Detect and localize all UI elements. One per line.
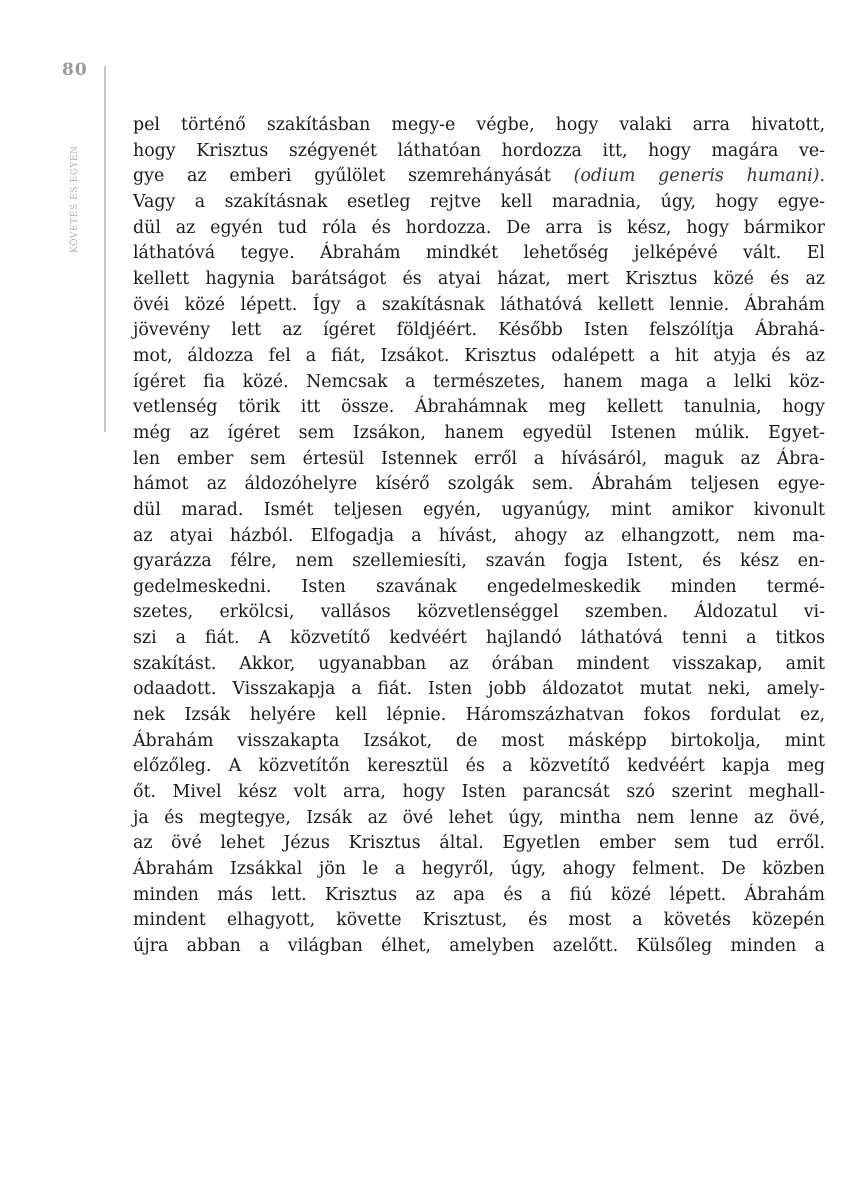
text-line: mindent elhagyott, követte Krisztust, és most a követés közepén <box>133 910 825 931</box>
text-line: kellett hagynia barátságot és atyai házat, mert Krisztus közé és az <box>133 268 825 289</box>
text-line: láthatóvá tegye. Ábrahám mindkét lehetőség jelképévé vált. El <box>133 243 825 264</box>
text-line: dül marad. Ismét teljesen egyén, ugyanúgy, mint amikor kivonult <box>133 499 825 520</box>
text-line: odaadott. Visszakapja a fiát. Isten jobb áldozatot mutat neki, amely- <box>133 679 825 700</box>
text-line: nek Izsák helyére kell lépnie. Háromszázhatvan fokos fordulat ez, <box>133 705 825 726</box>
text-segment: gye az emberi gyűlölet szemrehányását <box>133 166 551 187</box>
text-line: előzőleg. A közvetítőn keresztül és a közvetítő kedvéért kapja meg <box>133 756 825 777</box>
body-text <box>133 113 825 960</box>
margin-rule-divider <box>104 66 106 432</box>
text-line: övéi közé lépett. Így a szakításnak láthatóvá kellett lennie. Ábrahám <box>133 294 825 315</box>
text-line: dül az egyén tud róla és hordozza. De arra is kész, hogy bármikor <box>133 217 825 238</box>
text-line: minden más lett. Krisztus az apa és a fiú közé lépett. Ábrahám <box>133 884 825 905</box>
text-line: ja és megtegye, Izsák az övé lehet úgy, mintha nem lenne az övé, <box>133 807 825 828</box>
page-number: 80 <box>62 60 88 80</box>
running-head: KÖVETÉS ÉS EGYÉN <box>70 145 80 253</box>
text-line: még az ígéret sem Izsákon, hanem egyedül Istenen múlik. Egyet- <box>133 422 825 443</box>
text-line: mot, áldozza fel a fiát, Izsákot. Krisztus odalépett a hit atyja és az <box>133 345 825 366</box>
text-line: hogy Krisztus szégyenét láthatóan hordozza itt, hogy magára ve- <box>133 140 825 161</box>
text-line: szakítást. Akkor, ugyanabban az órában mindent visszakap, amit <box>133 653 825 674</box>
text-line: gyarázza félre, nem szellemiesíti, szaván fogja Istent, és kész en- <box>133 551 825 572</box>
text-line: Vagy a szakításnak esetleg rejtve kell maradnia, úgy, hogy egye- <box>133 191 825 212</box>
text-line: Ábrahám visszakapta Izsákot, de most másképp birtokolja, mint <box>133 730 825 751</box>
text-line: hámot az áldozóhelyre kísérő szolgák sem. Ábrahám teljesen egye- <box>133 474 825 495</box>
text-line: Ábrahám Izsákkal jön le a hegyről, úgy, ahogy felment. De közben <box>133 859 825 880</box>
text-line: gedelmeskedni. Isten szavának engedelmeskedik minden termé- <box>133 576 825 597</box>
text-line-with-italic <box>133 164 825 190</box>
text-line: őt. Mivel kész volt arra, hogy Isten parancsát szó szerint meghall- <box>133 782 825 803</box>
text-line: vetlenség törik itt össze. Ábrahámnak meg kellett tanulnia, hogy <box>133 397 825 418</box>
text-line: ígéret fia közé. Nemcsak a természetes, hanem maga a lelki köz- <box>133 371 825 392</box>
text-line: az atyai házból. Elfogadja a hívást, ahogy az elhangzott, nem ma- <box>133 525 825 546</box>
text-line: len ember sem értesül Istennek erről a hívásáról, maguk az Ábra- <box>133 448 825 469</box>
text-line: pel történő szakításban megy-e végbe, hogy valaki arra hivatott, <box>133 115 825 135</box>
text-line: az övé lehet Jézus Krisztus által. Egyetlen ember sem tud erről. <box>133 833 825 854</box>
text-line: jövevény lett az ígéret földjéért. Később Isten felszólítja Ábrahá- <box>133 320 825 341</box>
text-line: újra abban a világban élhet, amelyben azelőtt. Külsőleg minden a <box>133 936 825 956</box>
text-line: szi a fiát. A közvetítő kedvéért hajlandó láthatóvá tenni a titkos <box>133 628 825 649</box>
italic-latin-phrase: (odium generis humani). <box>573 166 825 187</box>
text-line: szetes, erkölcsi, vallásos közvetlenséggel szemben. Áldozatul vi- <box>133 602 825 623</box>
